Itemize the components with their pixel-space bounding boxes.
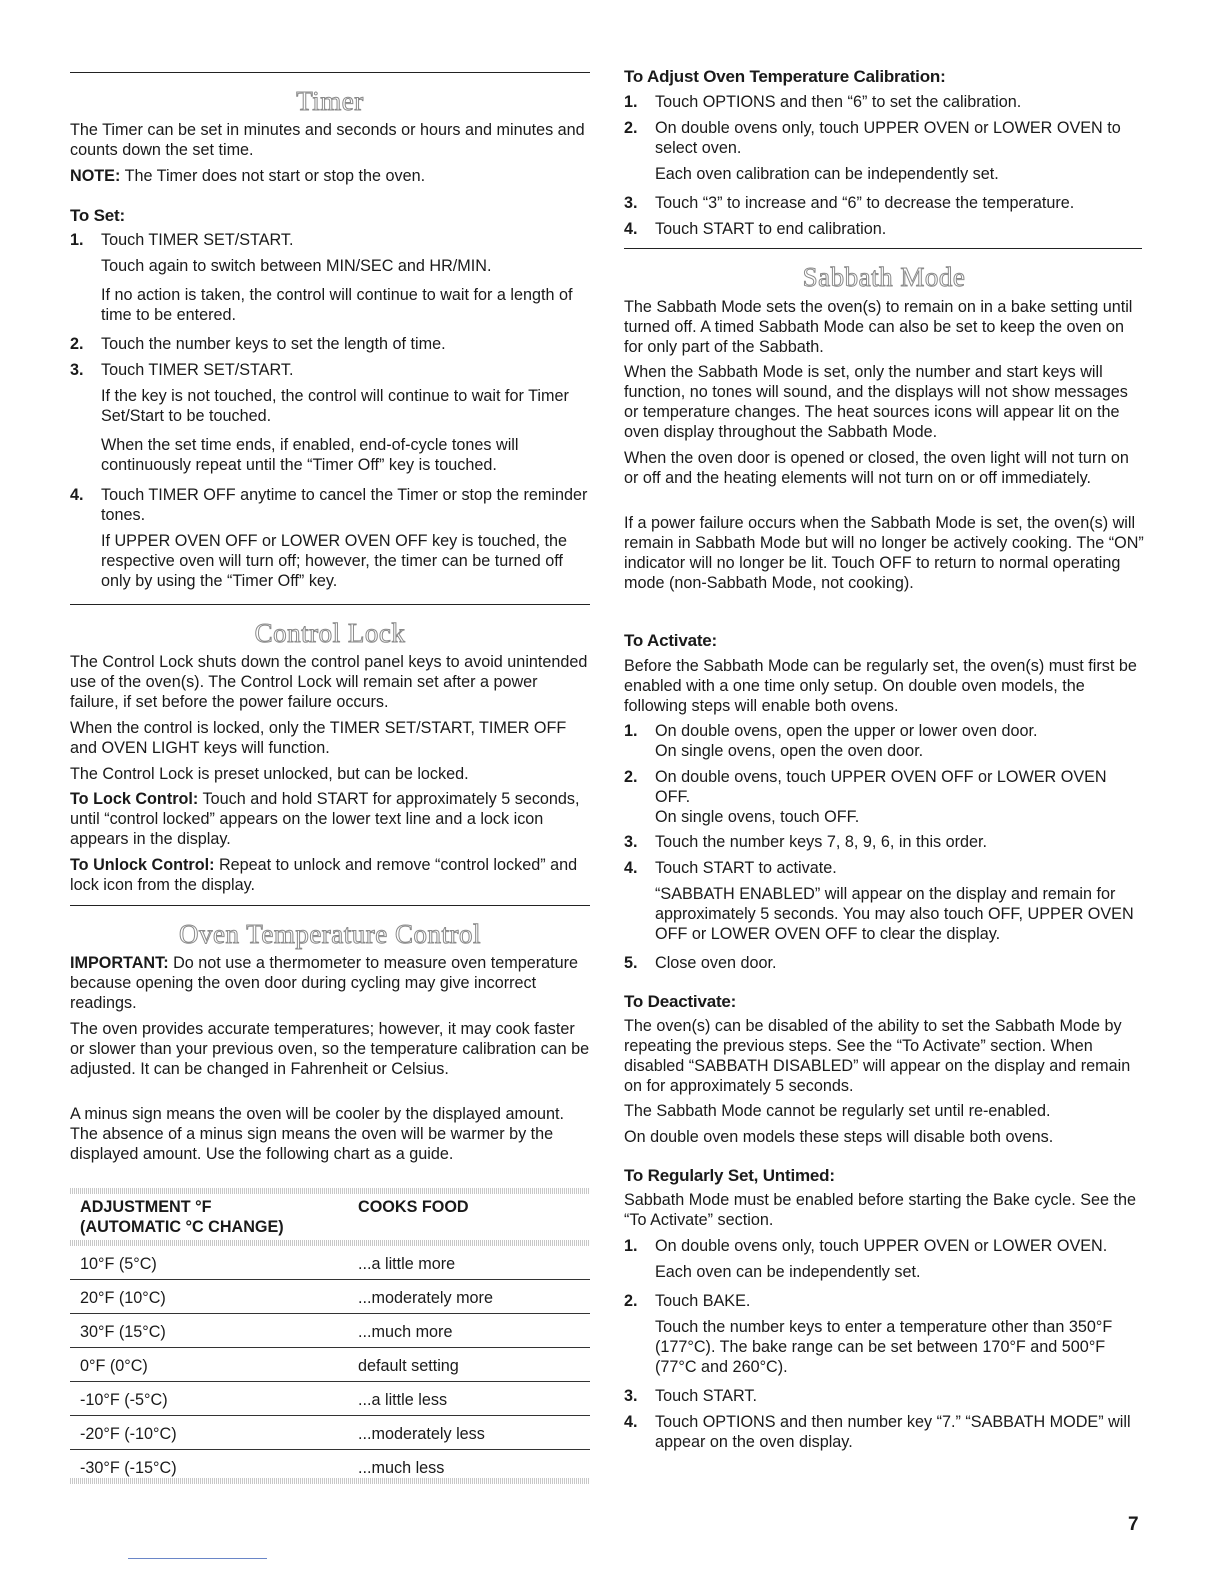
step-number: 3.: [624, 1387, 638, 1405]
page-number: 7: [1128, 1514, 1139, 1535]
activate-title: To Activate:: [624, 631, 718, 650]
sabbath-p2: When the Sabbath Mode is set, only the number and start keys will function, no tones will sound, and the displays will not show messages or temperature changes. The heat sources icons will appear lit on the oven display throughout the Sabbath Mode.: [624, 363, 1128, 441]
activate-step-5: Close oven door.: [655, 954, 777, 972]
table-row: -10°F (-5°C) ...a little less: [70, 1382, 590, 1416]
activate-step-3: Touch the number keys 7, 8, 9, 6, in this order.: [655, 833, 988, 851]
sabbath-heading: Sabbath Mode: [802, 262, 966, 292]
calib-step-3: Touch “3” to increase and “6” to decrease the temperature.: [655, 194, 1075, 212]
activate-step-2b: On single ovens, touch OFF.: [655, 808, 860, 826]
otc-p3: A minus sign means the oven will be cooler by the displayed amount. The absence of a minus sign means the oven will be warmer by the displayed amount. Use the following chart as a guide.: [70, 1105, 564, 1163]
lock-p1: The Control Lock shuts down the control panel keys to avoid unintended use of the oven(s). The Control Lock will remain set after a power failure, if set before the power failure occurs.: [70, 653, 588, 711]
untimed-title: To Regularly Set, Untimed:: [624, 1166, 835, 1185]
sabbath-p1: The Sabbath Mode sets the oven(s) to remain on in a bake setting until turned off. A timed Sabbath Mode can also be set to keep the oven on for only part of the Sabbath.: [624, 298, 1133, 356]
table-top-border: [70, 1188, 590, 1194]
untimed-intro: Sabbath Mode must be enabled before starting the Bake cycle. See the “To Activate” section.: [624, 1191, 1137, 1229]
activate-step-4: Touch START to activate.: [655, 859, 837, 877]
timer-step-3: Touch TIMER SET/START.: [101, 361, 294, 379]
step-number: 1.: [624, 722, 638, 740]
untimed-step-1a: Each oven can be independently set.: [655, 1263, 921, 1281]
lock-p2: When the control is locked, only the TIMER SET/START, TIMER OFF and OVEN LIGHT keys will function.: [70, 719, 567, 757]
otc-p2: The oven provides accurate temperatures; however, it may cook faster or slower than your previous oven, so the temperature calibration can be adjusted. It can be changed in Fahrenheit or Celsius.: [70, 1020, 590, 1078]
step-number: 2.: [624, 1292, 638, 1310]
timer-step-1a: Touch again to switch between MIN/SEC and HR/MIN.: [101, 257, 492, 275]
calib-step-2a: Each oven calibration can be independently set.: [655, 165, 999, 183]
step-number: 4.: [624, 1413, 638, 1431]
untimed-step-4: Touch OPTIONS and then number key “7.” “SABBATH MODE” will appear on the oven display.: [655, 1413, 1131, 1451]
divider: [70, 905, 590, 906]
control-lock-heading: Control Lock: [254, 618, 406, 648]
unlock-control-text: To Unlock Control: Repeat to unlock and remove “control locked” and lock icon from the display.: [70, 856, 578, 894]
table-row: -30°F (-15°C) ...much less: [80, 1459, 445, 1477]
step-number: 4.: [70, 486, 84, 504]
untimed-step-1: On double ovens only, touch UPPER OVEN or LOWER OVEN.: [655, 1237, 1108, 1255]
sabbath-p3: When the oven door is opened or closed, the oven light will not turn on or off and the heating elements will not turn on or off immediately.: [624, 449, 1129, 487]
step-number: 4.: [624, 859, 638, 877]
timer-step-2: Touch the number keys to set the length of time.: [101, 335, 446, 353]
divider: [624, 248, 1142, 249]
deactivate-p2: The Sabbath Mode cannot be regularly set until re-enabled.: [624, 1102, 1051, 1120]
step-number: 3.: [624, 194, 638, 212]
step-number: 5.: [624, 954, 638, 972]
timer-step-1b: If no action is taken, the control will continue to wait for a length of time to be entered.: [101, 286, 573, 324]
calib-step-2: On double ovens only, touch UPPER OVEN or LOWER OVEN to select oven.: [655, 119, 1121, 157]
timer-step-4a: If UPPER OVEN OFF or LOWER OVEN OFF key is touched, the respective oven will turn off; however, the timer can be turned off only by using the “Timer Off” key.: [101, 532, 567, 590]
step-number: 3.: [624, 833, 638, 851]
timer-step-3a: If the key is not touched, the control will continue to wait for Timer Set/Start to be touched.: [101, 387, 569, 425]
deactivate-p3: On double oven models these steps will disable both ovens.: [624, 1128, 1054, 1146]
table-row: -20°F (-10°C) ...moderately less: [70, 1416, 590, 1450]
timer-step-1: Touch TIMER SET/START.: [101, 231, 294, 249]
lock-control-text: To Lock Control: Touch and hold START for approximately 5 seconds, until “control locked” appears on the lower text line and a lock icon appears in the display.: [70, 790, 580, 848]
untimed-step-2: Touch BAKE.: [655, 1292, 751, 1310]
step-number: 2.: [70, 335, 84, 353]
table-header-cooks-food: COOKS FOOD: [358, 1198, 469, 1216]
activate-step-1b: On single ovens, open the oven door.: [655, 742, 924, 760]
sabbath-p4: If a power failure occurs when the Sabbath Mode is set, the oven(s) will remain in Sabbath Mode but will no longer be actively cooking. The “ON” indicator will no longer be lit. Touch OFF to return to normal operating mode (non-Sabbath Mode, not cooking).: [624, 514, 1144, 592]
activate-intro: Before the Sabbath Mode can be regularly set, the oven(s) must first be enabled with a one time only setup. On double oven models, the following steps will enable both ovens.: [624, 657, 1137, 715]
timer-step-4: Touch TIMER OFF anytime to cancel the Timer or stop the reminder tones.: [101, 486, 588, 524]
untimed-step-2a: Touch the number keys to enter a temperature other than 350°F (177°C). The bake range can be set between 170°F and 500°F (77°C and 260°C).: [655, 1318, 1113, 1376]
table-row: 30°F (15°C) ...much more: [70, 1314, 590, 1348]
calib-step-4: Touch START to end calibration.: [655, 220, 887, 238]
lock-p3: The Control Lock is preset unlocked, but can be locked.: [70, 765, 469, 783]
timer-heading: Timer: [296, 86, 364, 116]
step-number: 1.: [624, 93, 638, 111]
otc-important: IMPORTANT: Do not use a thermometer to measure oven temperature because opening the oven door during cycling may give incorrect readings.: [70, 954, 578, 1012]
footer-line: [128, 1558, 267, 1559]
to-set-title: To Set:: [70, 206, 125, 225]
calibration-title: To Adjust Oven Temperature Calibration:: [624, 67, 946, 86]
deactivate-title: To Deactivate:: [624, 992, 737, 1011]
divider: [70, 72, 590, 73]
table-header-adjustment: ADJUSTMENT °F (AUTOMATIC °C CHANGE): [80, 1198, 284, 1236]
activate-step-1: On double ovens, open the upper or lower oven door.: [655, 722, 1038, 740]
step-number: 1.: [70, 231, 84, 249]
activate-step-4a: “SABBATH ENABLED” will appear on the display and remain for approximately 5 seconds. You may also touch OFF, UPPER OVEN OFF or LOWER OVEN OFF to clear the display.: [655, 885, 1134, 943]
timer-note: NOTE: The Timer does not start or stop the oven.: [70, 167, 426, 185]
step-number: 3.: [70, 361, 84, 379]
oven-temp-heading: Oven Temperature Control: [178, 919, 482, 949]
divider: [70, 604, 590, 605]
step-number: 2.: [624, 119, 638, 137]
untimed-step-3: Touch START.: [655, 1387, 757, 1405]
timer-intro: The Timer can be set in minutes and seconds or hours and minutes and counts down the set time.: [70, 121, 585, 159]
timer-step-3b: When the set time ends, if enabled, end-of-cycle tones will continuously repeat until the “Timer Off” key is touched.: [101, 436, 519, 474]
step-number: 2.: [624, 768, 638, 786]
table-row: 10°F (5°C) ...a little more: [70, 1246, 590, 1280]
table-row: 20°F (10°C) ...moderately more: [70, 1280, 590, 1314]
table-bottom-border: [70, 1478, 590, 1484]
step-number: 1.: [624, 1237, 638, 1255]
deactivate-p1: The oven(s) can be disabled of the ability to set the Sabbath Mode by repeating the previous steps. See the “To Activate” section. When disabled “SABBATH DISABLED” will appear on the display and remain on for approximately 5 seconds.: [624, 1017, 1131, 1095]
step-number: 4.: [624, 220, 638, 238]
activate-step-2: On double ovens, touch UPPER OVEN OFF or LOWER OVEN OFF.: [655, 768, 1107, 806]
table-row: 0°F (0°C) default setting: [70, 1348, 590, 1382]
calib-step-1: Touch OPTIONS and then “6” to set the calibration.: [655, 93, 1022, 111]
